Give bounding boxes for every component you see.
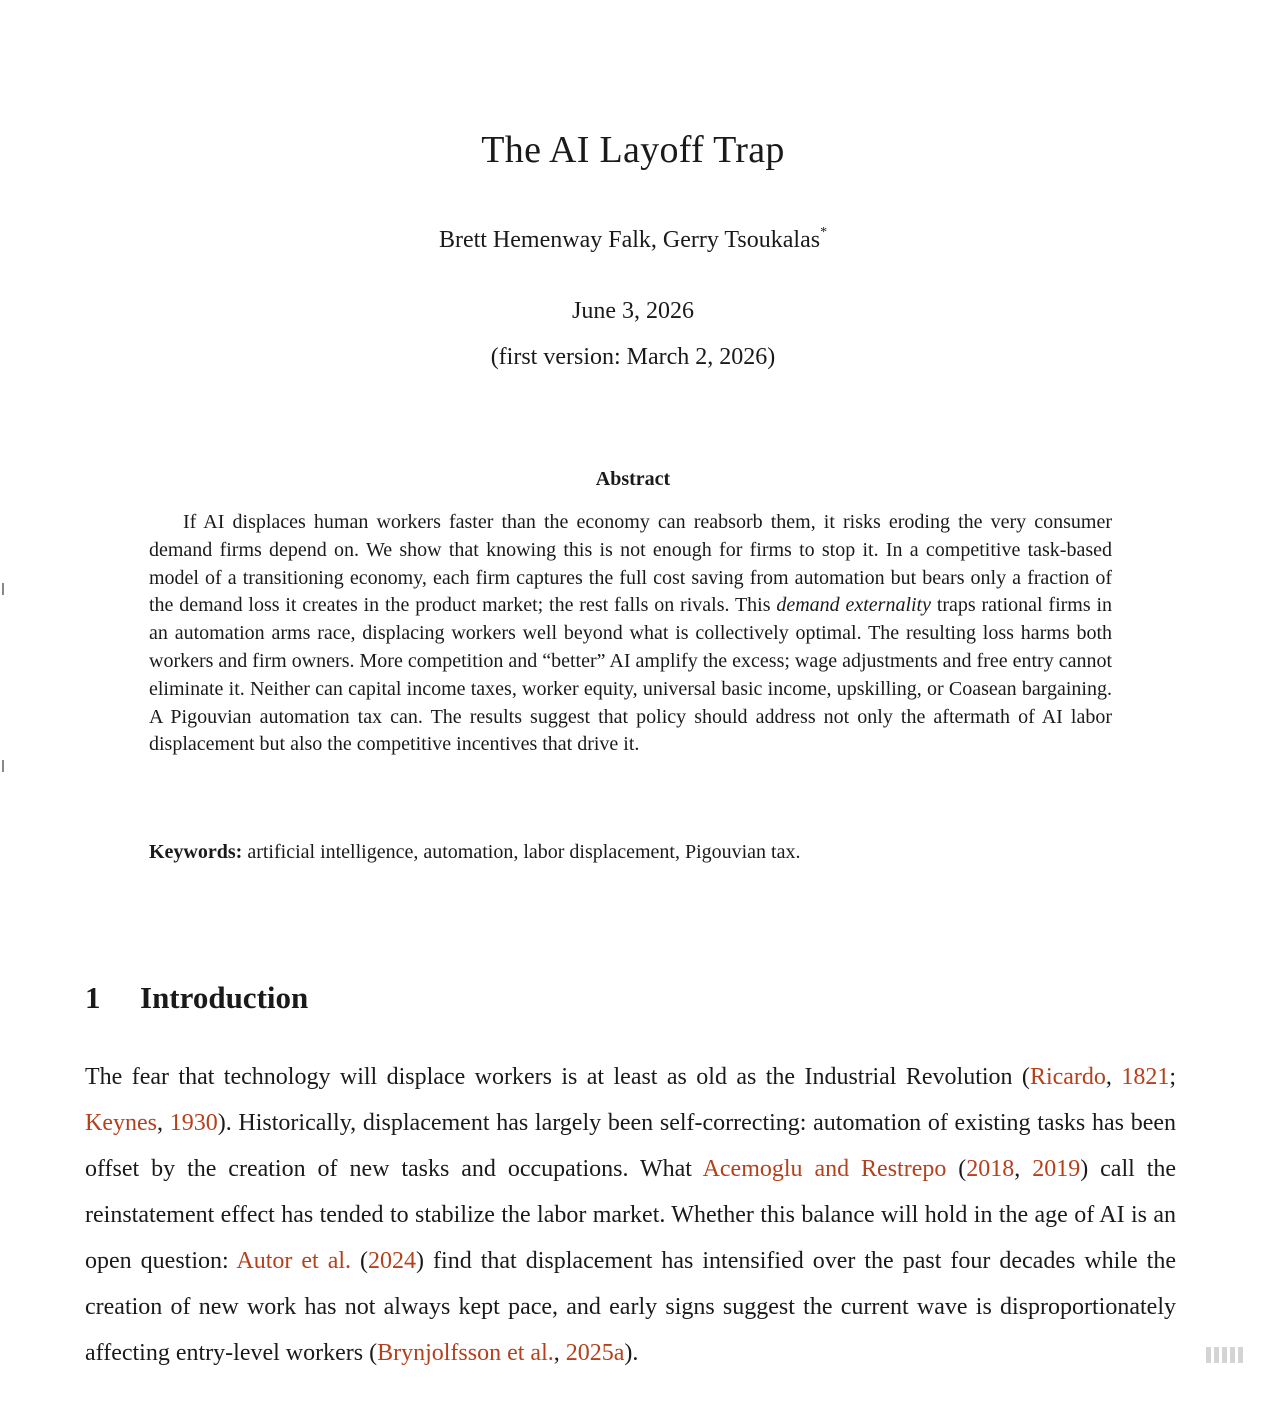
citation-link[interactable]: Acemoglu and Restrepo (702, 1156, 947, 1182)
section-title: Introduction (140, 980, 309, 1015)
margin-mark (2, 760, 4, 772)
intro-text: ). (624, 1340, 639, 1366)
abstract-text (149, 509, 1112, 759)
intro-text: ) find that displacement has intensified over the past four decades while the creation of new work has not always kept pace, and early signs suggest the current wave is disproportionately affecting entry-level workers ( (85, 1248, 1176, 1366)
keywords-label: Keywords: (149, 841, 243, 863)
abstract-heading: Abstract (595, 468, 671, 490)
abstract-part-2: traps rational firms in an automation arms race, displacing workers well beyond what is collectively optimal. The resulting loss harms both workers and firm owners. More competition and “better” AI amplify the excess; wage adjustments and free entry cannot eliminate it. Neither can capital income taxes, worker equity, universal basic income, upskilling, or Coasean bargaining. A Pigouvian automation tax can. The results suggest that policy should address not only the aftermath of AI labor displacement but also the competitive incentives that drive it. (149, 594, 1113, 756)
section-heading-introduction (85, 980, 308, 1016)
citation-link[interactable]: 2024 (368, 1248, 417, 1274)
abstract-part-1: If AI displaces human workers faster than the economy can reabsorb them, it risks eroding the very consumer demand firms depend on. We show that knowing this is not enough for firms to stop it. In a competitive task-based model of a transitioning economy, each firm captures the full cost saving from automation but bears only a fraction of the demand loss it creates in the product market; the rest falls on rivals. This (149, 511, 1112, 617)
paper-date: June 3, 2026 (572, 298, 694, 324)
citation-link[interactable]: 2018 (966, 1156, 1015, 1182)
author-footnote-mark: * (820, 225, 828, 240)
intro-text: The fear that technology will displace workers is at least as old as the Industrial Revolution ( (85, 1064, 1030, 1090)
keywords-text: artificial intelligence, automation, labor displacement, Pigouvian tax. (242, 841, 801, 863)
keywords (149, 838, 1112, 866)
intro-text: ( (946, 1156, 967, 1182)
first-version-date: (first version: March 2, 2026) (490, 344, 776, 370)
citation-link[interactable]: Autor et al. (236, 1248, 352, 1274)
intro-text: , (1014, 1156, 1033, 1182)
introduction-paragraph (85, 1054, 1176, 1376)
watermark-logo (1206, 1345, 1252, 1363)
paper-authors (0, 227, 1266, 254)
author-names: Brett Hemenway Falk, Gerry Tsoukalas (438, 227, 821, 253)
citation-link[interactable]: 1821 (1121, 1064, 1170, 1090)
citation-link[interactable]: Keynes (85, 1110, 157, 1136)
margin-mark (2, 583, 4, 595)
citation-link[interactable]: Ricardo (1029, 1064, 1106, 1090)
section-number: 1 (85, 980, 101, 1015)
citation-link[interactable]: 1930 (169, 1110, 218, 1136)
abstract-emphasis: demand externality (776, 594, 931, 617)
citation-link[interactable]: Brynjolfsson et al. (377, 1340, 554, 1366)
citation-link[interactable]: 2019 (1032, 1156, 1081, 1182)
intro-text: ). Historically, displacement has largely been self-correcting: automation of existing tasks has been offset by the creation of new tasks and occupations. What (85, 1110, 1176, 1182)
intro-text: ; (1169, 1064, 1176, 1090)
citation-link[interactable]: 2025a (565, 1340, 625, 1366)
intro-text: ) call the reinstatement effect has tended to stabilize the labor market. Whether this balance will hold in the age of AI is an open question: (85, 1156, 1177, 1274)
paper-title: The AI Layoff Trap (481, 129, 785, 171)
intro-text: , (1105, 1064, 1122, 1090)
intro-text: , (553, 1340, 566, 1366)
intro-text: ( (351, 1248, 369, 1274)
intro-text: , (156, 1110, 170, 1136)
